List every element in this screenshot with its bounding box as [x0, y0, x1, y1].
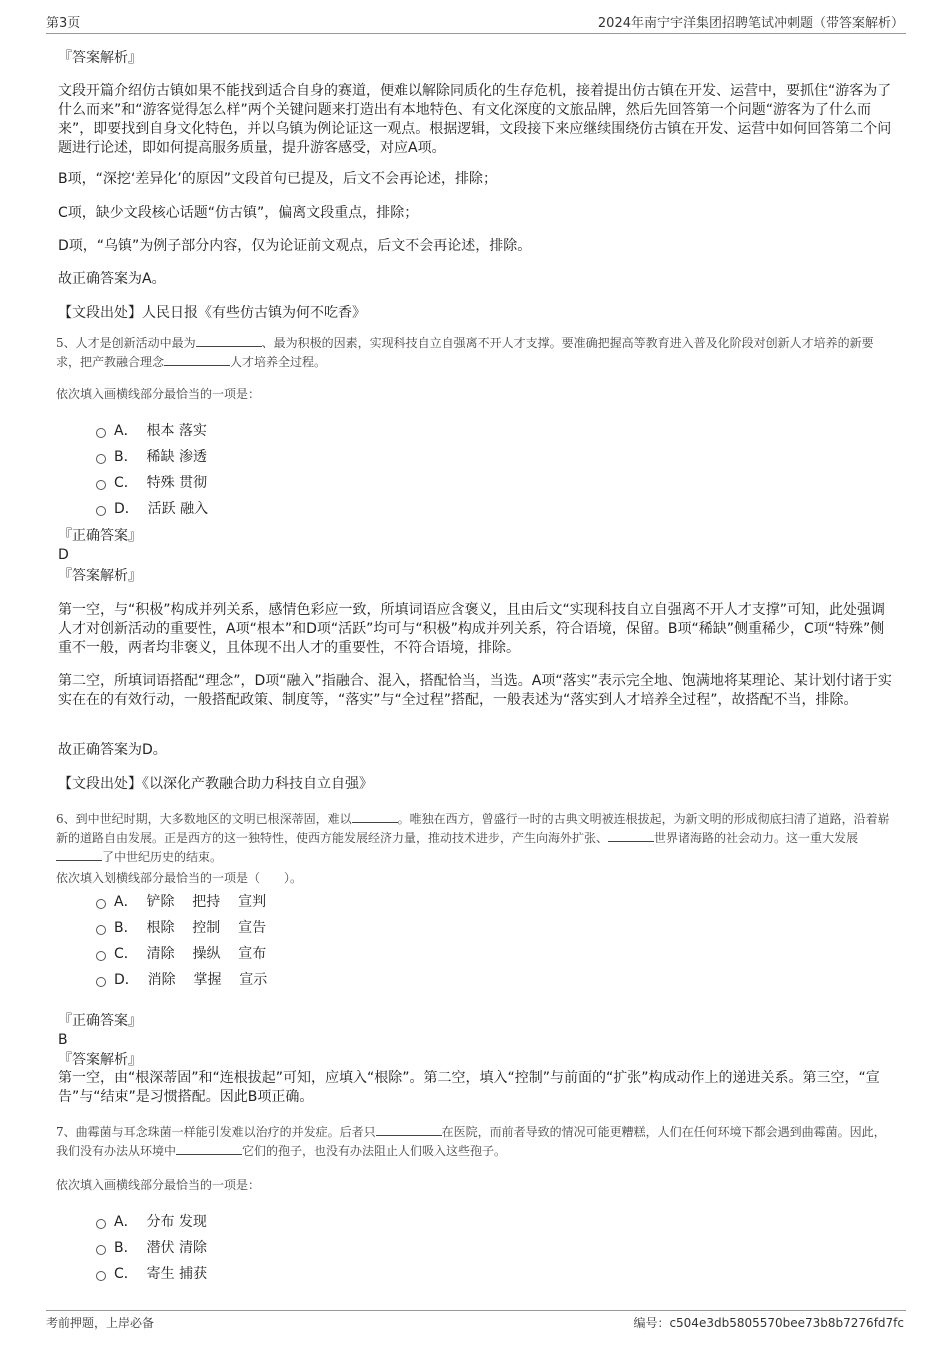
question-5-stem: 5、人才是创新活动中最为 、最为积极的因素，实现科技自立自强离不开人才支撑。要准确把握高等教育进入普及化阶段对创新人才培养的新要求，把产教融合理念 人才培养全过程。	[56, 336, 874, 369]
answer-analysis-label: 『答案解析』	[58, 1052, 142, 1068]
page-number: 第3页	[46, 16, 81, 31]
radio-icon[interactable]	[96, 899, 106, 909]
radio-icon[interactable]	[96, 1219, 106, 1229]
conclusion: 故正确答案为D。	[58, 742, 167, 758]
correct-answer-label: 『正确答案』	[58, 1013, 142, 1029]
fill-blank	[164, 353, 230, 366]
radio-icon[interactable]	[96, 951, 106, 961]
analysis-paragraph: 文段开篇介绍仿古镇如果不能找到适合自身的赛道，便难以解除同质化的生存危机，接着提出仿古镇在开发、运营中，要抓住“游客为了什么而来”和“游客觉得怎么样”两个关键问题来打造出有本地特色、有文化深度的文旅品牌，然后先回答第一个问题“游客为了什么而来”，即要找到自身文化特色，并以乌镇为例论证这一观点。根据逻辑，文段接下来应继续围绕仿古镇在开发、运营中如何回答第二个问题进行论述，即如何提高服务质量，提升游客感受，对应A项。	[58, 83, 892, 156]
fill-blank	[56, 848, 102, 861]
analysis-option-b: B项，“深挖‘差异化’的原因”文段首句已提及，后文不会再论述，排除；	[58, 171, 498, 187]
radio-icon[interactable]	[96, 506, 106, 516]
radio-icon[interactable]	[96, 925, 106, 935]
radio-icon[interactable]	[96, 1271, 106, 1281]
fill-blank	[352, 810, 398, 823]
document-code: 编号：c504e3db5805570bee73b8b7276fd7fc	[633, 1316, 904, 1330]
conclusion: 故正确答案为A。	[58, 271, 166, 287]
option-c[interactable]: C． 特殊 贯彻	[96, 473, 207, 493]
fill-blank	[196, 334, 262, 347]
fill-blank	[608, 829, 654, 842]
radio-icon[interactable]	[96, 454, 106, 464]
document-title: 2024年南宁宇洋集团招聘笔试冲刺题（带答案解析）	[597, 16, 904, 31]
option-a[interactable]: A． 铲除 把持 宣判	[96, 892, 266, 912]
question-5-prompt: 依次填入画横线部分最恰当的一项是：	[56, 387, 261, 401]
analysis-paragraph: 第一空，与“积极”构成并列关系，感情色彩应一致，所填词语应含褒义，且由后文“实现科技自立自强离不开人才支撑”可知，此处强调人才对创新活动的重要性，A项“根本”和D项“活跃”均可与“积极”构成并列关系，符合语境，保留。B项“稀缺”侧重稀少，C项“特殊”侧重不一般，两者均非褒义，且体现不出人才的重要性，不符合语境，排除。	[58, 602, 886, 656]
option-c[interactable]: C． 清除 操纵 宣布	[96, 944, 266, 964]
source-citation: 【文段出处】《以深化产教融合助力科技自立自强》	[58, 776, 373, 792]
option-c[interactable]: C． 寄生 捕获	[96, 1264, 207, 1284]
radio-icon[interactable]	[96, 428, 106, 438]
analysis-paragraph: 第一空，由“根深蒂固”和“连根拔起”可知，应填入“根除”。第二空，填入“控制”与前面的“扩张”构成动作上的递进关系。第三空，“宣告”与“结束”是习惯搭配。因此B项正确。	[58, 1070, 880, 1105]
option-d[interactable]: D． 消除 掌握 宣示	[96, 970, 267, 990]
correct-answer-label: 『正确答案』	[58, 528, 142, 544]
fill-blank	[376, 1123, 442, 1136]
option-b[interactable]: B． 稀缺 渗透	[96, 447, 207, 467]
option-b[interactable]: B． 根除 控制 宣告	[96, 918, 266, 938]
option-a[interactable]: A． 分布 发现	[96, 1212, 207, 1232]
answer-analysis-label: 『答案解析』	[58, 568, 142, 584]
option-b[interactable]: B． 潜伏 清除	[96, 1238, 207, 1258]
analysis-paragraph: 第二空，所填词语搭配“理念”，D项“融入”指融合、混入，搭配恰当，当选。A项“落实”表示完全地、饱满地将某理论、某计划付诸于实实在在的有效行动，一般搭配政策、制度等，“落实”与“全过程”搭配，一般表述为“落实到人才培养全过程”，故搭配不当，排除。	[58, 673, 892, 708]
footer-slogan: 考前押题，上岸必备	[46, 1316, 155, 1330]
analysis-option-d: D项，“乌镇”为例子部分内容，仅为论证前文观点，后文不会再论述，排除。	[58, 238, 532, 254]
answer-analysis-label: 『答案解析』	[58, 50, 142, 66]
option-d[interactable]: D． 活跃 融入	[96, 499, 208, 519]
question-7-stem: 7、曲霉菌与耳念珠菌一样能引发难以治疗的并发症。后者只 在医院，而前者导致的情况可能更糟糕，人们在任何环境下都会遇到曲霉菌。因此，我们没有办法从环境中 它们的孢子，也没有办法阻止人们吸入这些孢子。	[56, 1125, 886, 1158]
radio-icon[interactable]	[96, 480, 106, 490]
source-citation: 【文段出处】人民日报《有些仿古镇为何不吃香》	[58, 305, 366, 321]
header-divider	[46, 33, 906, 34]
footer-divider	[46, 1310, 906, 1311]
question-7-prompt: 依次填入画横线部分最恰当的一项是：	[56, 1178, 261, 1192]
option-a[interactable]: A． 根本 落实	[96, 421, 207, 441]
question-6-stem: 6、到中世纪时期，大多数地区的文明已根深蒂固，难以 。唯独在西方，曾盛行一时的古典文明被连根拔起，为新文明的形成彻底扫清了道路，沿着崭新的道路自由发展。正是西方的这一独特性，使西方能发展经济力量，推动技术进步，产生向海外扩张、 世界诸海路的社会动力。这一重大发展了中世纪历史的结束。	[56, 812, 890, 864]
question-6-prompt: 依次填入划横线部分最恰当的一项是（ ）。	[56, 871, 303, 885]
radio-icon[interactable]	[96, 1245, 106, 1255]
fill-blank	[176, 1142, 242, 1155]
correct-answer: D	[58, 547, 69, 563]
analysis-option-c: C项，缺少文段核心话题“仿古镇”，偏离文段重点，排除；	[58, 205, 419, 221]
correct-answer: B	[58, 1032, 68, 1048]
radio-icon[interactable]	[96, 977, 106, 987]
